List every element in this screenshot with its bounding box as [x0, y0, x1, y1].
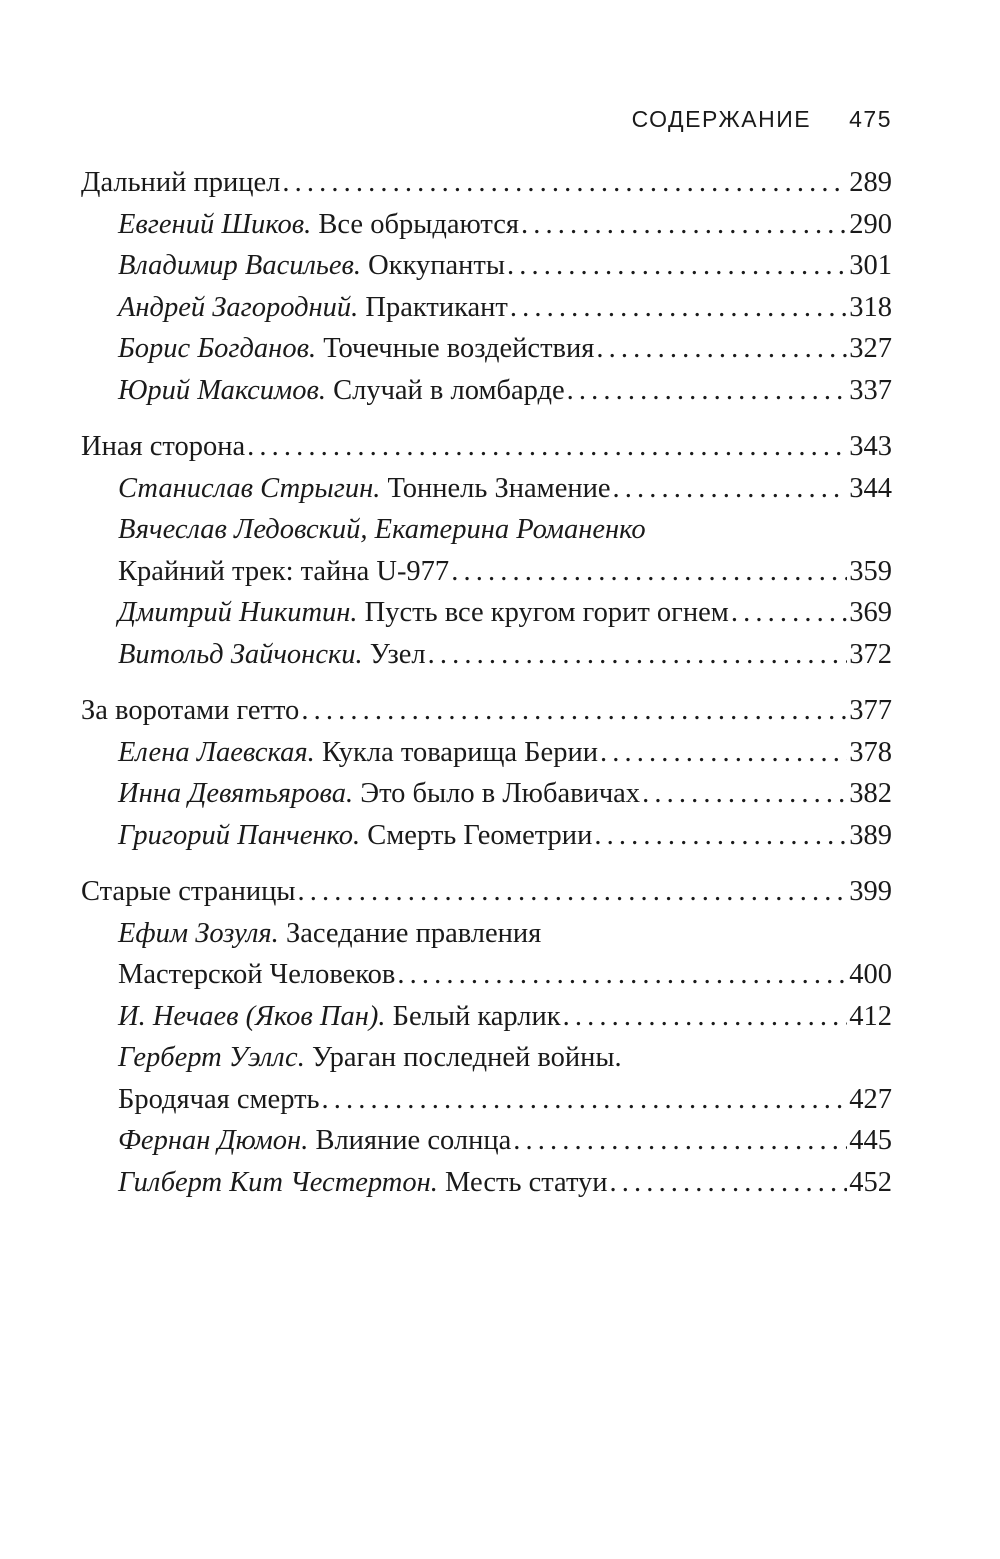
toc-entry [81, 592, 892, 634]
toc-page-number: 378 [849, 736, 892, 768]
toc-page-number: 369 [849, 597, 892, 628]
dot-leader [600, 732, 847, 774]
toc-entry-title [81, 871, 296, 913]
toc-work-title: Мастерской Человеков [118, 959, 396, 990]
toc-entry [81, 1079, 892, 1121]
toc-entry-title [118, 468, 611, 510]
toc-entry [81, 551, 892, 593]
toc-entry-title [118, 1079, 320, 1121]
toc-author-line [81, 913, 892, 955]
toc-page-number: 382 [849, 778, 892, 809]
toc-section [81, 871, 892, 913]
toc-section-title: Иная сторона [81, 431, 246, 462]
toc-work-title: Все обрыдаются [318, 208, 519, 240]
table-of-contents [81, 162, 892, 1203]
toc-page-number: 399 [849, 876, 892, 907]
section-gap [81, 675, 892, 690]
dot-leader [567, 370, 848, 412]
dot-leader [642, 773, 847, 815]
toc-entry [81, 1120, 892, 1162]
toc-page-number: 343 [849, 431, 892, 462]
toc-entry-title [118, 551, 449, 593]
toc-entry [81, 204, 892, 246]
toc-entry-title [81, 426, 245, 468]
toc-entry-title [118, 1162, 608, 1204]
toc-page-number: 289 [849, 167, 892, 198]
dot-leader [521, 204, 847, 246]
toc-entry-title [118, 204, 519, 246]
toc-work-title: Месть статуи [445, 1166, 608, 1198]
toc-work-title: Влияние солнца [315, 1125, 512, 1156]
toc-author: Инна Девятьярова. [118, 778, 354, 809]
toc-work-title: Тоннель Знамение [387, 472, 611, 504]
section-gap [81, 411, 892, 426]
dot-leader [610, 1162, 848, 1204]
toc-author: Андрей Загородний. [118, 291, 359, 323]
toc-entry [81, 245, 892, 287]
toc-section [81, 162, 892, 204]
toc-work-title: Практикант [365, 291, 508, 323]
dot-leader [513, 1120, 847, 1162]
toc-page-number: 452 [849, 1166, 892, 1198]
toc-entry-title [118, 370, 565, 412]
toc-entry-title [118, 815, 592, 857]
toc-page-number: 359 [849, 555, 892, 587]
toc-page-number: 301 [849, 250, 892, 281]
toc-author: Григорий Панченко. [118, 819, 361, 851]
toc-work-title: Крайний трек: тайна U-977 [118, 555, 450, 587]
toc-author: Дмитрий Никитин. [118, 597, 358, 628]
toc-work-title: Точечные воздействия [323, 333, 595, 364]
toc-entry-title [118, 913, 541, 955]
toc-page-number: 372 [849, 638, 892, 670]
toc-page-number: 389 [849, 819, 892, 851]
toc-page-number: 400 [849, 959, 892, 990]
toc-section-title: Дальний прицел [81, 167, 281, 198]
toc-entry [81, 996, 892, 1038]
toc-entry-title [81, 690, 299, 732]
dot-leader [563, 996, 848, 1038]
toc-page-number: 327 [849, 333, 892, 364]
toc-entry-title [118, 634, 426, 676]
toc-work-title: Узел [369, 638, 426, 670]
dot-leader [594, 815, 847, 857]
toc-entry [81, 954, 892, 996]
header-title: СОДЕРЖАНИЕ [631, 106, 812, 132]
toc-entry-title [118, 996, 561, 1038]
toc-entry [81, 773, 892, 815]
toc-entry-title [118, 245, 505, 287]
header-page-number: 475 [849, 106, 892, 132]
toc-page-number: 318 [849, 291, 892, 323]
toc-entry-title [118, 954, 395, 996]
toc-author: Фернан Дюмон. [118, 1125, 309, 1156]
toc-author: Станислав Стрыгин. [118, 472, 381, 504]
toc-author: Владимир Васильев. [118, 250, 362, 281]
toc-entry [81, 328, 892, 370]
toc-author-line [81, 1037, 892, 1079]
toc-author: Герберт Уэллс. [118, 1042, 305, 1073]
toc-entry-title [118, 773, 640, 815]
dot-leader [247, 426, 847, 468]
dot-leader [507, 245, 847, 287]
toc-page-number: 377 [849, 695, 892, 726]
dot-leader [282, 162, 847, 204]
toc-section [81, 426, 892, 468]
toc-section-title: Старые страницы [81, 876, 296, 907]
toc-page-number: 412 [849, 1000, 892, 1032]
toc-entry [81, 468, 892, 510]
dot-leader [510, 287, 847, 329]
toc-entry-title [81, 162, 280, 204]
toc-entry-title [118, 328, 594, 370]
toc-page-number: 290 [849, 208, 892, 240]
dot-leader [428, 634, 848, 676]
toc-section-title: За воротами гетто [81, 695, 300, 726]
toc-author: Вячеслав Ледовский, Екатерина Романенко [118, 514, 646, 545]
toc-work-title: Это было в Любавичах [360, 778, 641, 809]
toc-section [81, 690, 892, 732]
dot-leader [451, 551, 847, 593]
toc-work-title: Смерть Геометрии [367, 819, 593, 851]
running-header [632, 106, 892, 133]
toc-entry-title [118, 287, 508, 329]
toc-author: Гилберт Кит Честертон. [118, 1166, 438, 1198]
toc-work-title: Ураган последней войны. [311, 1042, 622, 1073]
toc-author: Елена Лаевская. [118, 736, 315, 768]
toc-work-title: Кукла товарища Берии [321, 736, 598, 768]
toc-entry-title [118, 509, 646, 551]
toc-page-number: 337 [849, 374, 892, 406]
toc-page-number: 427 [849, 1083, 892, 1115]
toc-work-title: Белый карлик [392, 1000, 561, 1032]
dot-leader [731, 592, 847, 634]
dot-leader [397, 954, 847, 996]
toc-work-title: Оккупанты [368, 250, 506, 281]
toc-entry-title [118, 1037, 622, 1079]
toc-author: Евгений Шиков. [118, 208, 312, 240]
toc-author: Ефим Зозуля. [118, 917, 279, 949]
toc-work-title: Случай в ломбарде [333, 374, 565, 406]
toc-page-number: 344 [849, 472, 892, 504]
dot-leader [596, 328, 847, 370]
section-gap [81, 856, 892, 871]
toc-work-title: Бродячая смерть [118, 1083, 320, 1115]
toc-entry [81, 370, 892, 412]
toc-entry [81, 815, 892, 857]
dot-leader [298, 871, 848, 913]
dot-leader [301, 690, 847, 732]
dot-leader [322, 1079, 848, 1121]
toc-page-number: 445 [849, 1125, 892, 1156]
toc-entry [81, 1162, 892, 1204]
toc-work-title: Заседание правления [285, 917, 542, 949]
toc-entry-title [118, 732, 598, 774]
toc-entry [81, 732, 892, 774]
toc-entry [81, 634, 892, 676]
toc-author: Юрий Максимов. [118, 374, 326, 406]
toc-work-title: Пусть все кругом горит огнем [364, 597, 729, 628]
toc-author-line [81, 509, 892, 551]
toc-entry-title [118, 592, 729, 634]
toc-author: И. Нечаев (Яков Пан). [118, 1000, 386, 1032]
toc-author: Борис Богданов. [118, 333, 317, 364]
toc-entry [81, 287, 892, 329]
dot-leader [613, 468, 848, 510]
toc-entry-title [118, 1120, 511, 1162]
toc-author: Витольд Зайчонски. [118, 638, 363, 670]
